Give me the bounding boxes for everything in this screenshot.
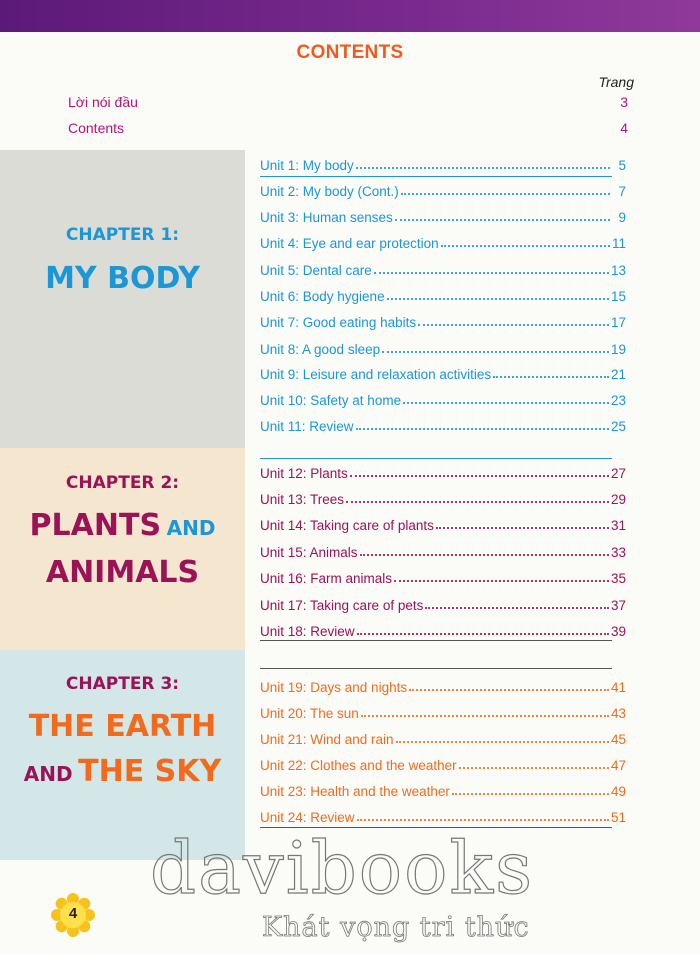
chapter-1-title: MY BODY [45, 261, 200, 296]
unit-title: Unit 1: My body [260, 158, 354, 173]
toc-entry[interactable] [260, 337, 626, 357]
toc-entry[interactable] [260, 487, 626, 507]
unit-title: Unit 5: Dental care [260, 263, 372, 278]
page-column-label: Trang [598, 74, 634, 90]
unit-title: Unit 17: Taking care of pets [260, 598, 424, 613]
toc-entry[interactable] [260, 619, 626, 639]
unit-page: 13 [610, 263, 626, 278]
toc-entry[interactable] [260, 593, 626, 613]
toc-entry[interactable] [260, 153, 626, 173]
unit-divider [260, 176, 612, 177]
chapter-2-label: CHAPTER 2: [65, 473, 180, 493]
dot-leader [409, 689, 609, 691]
page-number-badge [50, 892, 96, 938]
unit-page: 35 [610, 571, 626, 586]
chapter-3-title-word: THE SKY [78, 754, 222, 789]
toc-entry[interactable] [260, 414, 626, 434]
unit-title: Unit 20: The sun [260, 706, 359, 721]
front-matter-item[interactable] [68, 120, 628, 136]
chapter-3-title-connector: AND [23, 762, 73, 786]
unit-page: 17 [610, 315, 626, 330]
unit-title: Unit 2: My body (Cont.) [260, 184, 399, 199]
toc-entry[interactable] [260, 310, 626, 330]
chapter-divider [260, 458, 612, 459]
unit-page: 21 [610, 367, 626, 382]
toc-entry[interactable] [260, 805, 626, 825]
unit-title: Unit 7: Good eating habits [260, 315, 417, 330]
unit-page: 29 [610, 492, 626, 507]
unit-page: 45 [610, 732, 626, 747]
unit-title: Unit 18: Review [260, 624, 355, 639]
toc-entry[interactable] [260, 231, 626, 251]
front-matter-page: 3 [620, 94, 628, 110]
chapter-1-panel [0, 150, 245, 448]
unit-page: 51 [610, 810, 626, 825]
unit-page: 31 [610, 518, 626, 533]
chapter-3-title-line-1: THE EARTH [28, 709, 217, 744]
dot-leader [357, 633, 609, 635]
unit-page: 11 [611, 236, 626, 251]
dot-leader [360, 554, 609, 556]
front-matter-page: 4 [620, 120, 628, 136]
unit-page: 23 [610, 393, 626, 408]
page-number: 4 [68, 905, 78, 922]
dot-leader [418, 324, 609, 326]
dot-leader [361, 715, 609, 717]
unit-page: 15 [610, 289, 626, 304]
unit-title: Unit 8: A good sleep [260, 342, 381, 357]
dot-leader [382, 351, 609, 353]
toc-entry[interactable] [260, 388, 626, 408]
unit-page: 27 [610, 466, 626, 481]
page-title: CONTENTS [296, 42, 404, 63]
dot-leader [357, 819, 609, 821]
toc-entry[interactable] [260, 179, 626, 199]
toc-entry[interactable] [260, 284, 626, 304]
dot-leader [395, 219, 610, 221]
chapter-2-title-line-2: ANIMALS [45, 555, 200, 590]
toc-entry[interactable] [260, 205, 626, 225]
unit-title: Unit 3: Human senses [260, 210, 393, 225]
chapter-divider [260, 640, 612, 641]
dot-leader [425, 607, 609, 609]
toc-entry[interactable] [260, 675, 626, 695]
dot-leader [356, 428, 609, 430]
dot-leader [350, 475, 609, 477]
dot-leader [441, 245, 610, 247]
chapter-2-title-line-1 [0, 509, 245, 542]
toc-entry[interactable] [260, 779, 626, 799]
dot-leader [459, 767, 609, 769]
dot-leader [387, 298, 609, 300]
toc-entry[interactable] [260, 566, 626, 586]
unit-page: 39 [610, 624, 626, 639]
dot-leader [493, 376, 609, 378]
unit-title: Unit 9: Leisure and relaxation activities [260, 367, 492, 382]
unit-page: 41 [610, 680, 626, 695]
chapter-divider [260, 668, 612, 669]
unit-title: Unit 13: Trees [260, 492, 345, 507]
toc-entry[interactable] [260, 753, 626, 773]
dot-leader [356, 167, 610, 169]
unit-page: 19 [610, 342, 626, 357]
unit-page: 33 [610, 545, 626, 560]
dot-leader [401, 193, 610, 195]
unit-page: 37 [610, 598, 626, 613]
toc-entry[interactable] [260, 513, 626, 533]
dot-leader [452, 793, 609, 795]
unit-page: 9 [618, 210, 626, 225]
chapter-2-title-connector: AND [166, 516, 216, 540]
dot-leader [394, 580, 609, 582]
unit-page: 25 [610, 419, 626, 434]
unit-title: Unit 4: Eye and ear protection [260, 236, 439, 251]
chapter-1-label: CHAPTER 1: [65, 225, 180, 245]
unit-title: Unit 22: Clothes and the weather [260, 758, 457, 773]
toc-entry[interactable] [260, 701, 626, 721]
chapter-2-title-word: PLANTS [29, 508, 162, 543]
watermark-logo: davibooks [150, 826, 535, 910]
toc-entry[interactable] [260, 362, 626, 382]
unit-title: Unit 10: Safety at home [260, 393, 402, 408]
unit-title: Unit 16: Farm animals [260, 571, 393, 586]
unit-title: Unit 19: Days and nights [260, 680, 408, 695]
top-color-bar [0, 0, 700, 32]
unit-title: Unit 15: Animals [260, 545, 358, 560]
unit-title: Unit 14: Taking care of plants [260, 518, 434, 533]
dot-leader [396, 741, 609, 743]
dot-leader [403, 402, 609, 404]
toc-entry[interactable] [260, 540, 626, 560]
unit-title: Unit 21: Wind and rain [260, 732, 394, 747]
toc-entry[interactable] [260, 258, 626, 278]
chapter-3-label: CHAPTER 3: [65, 674, 180, 694]
unit-page: 43 [610, 706, 626, 721]
unit-title: Unit 23: Health and the weather [260, 784, 450, 799]
unit-page: 5 [618, 158, 626, 173]
unit-page: 7 [618, 184, 626, 199]
chapter-3-title-line-2 [0, 755, 245, 788]
unit-page: 49 [610, 784, 626, 799]
toc-entry[interactable] [260, 461, 626, 481]
watermark-tagline: Khát vọng tri thức [262, 912, 530, 943]
toc-entry[interactable] [260, 727, 626, 747]
unit-title: Unit 11: Review [260, 419, 354, 434]
front-matter-label: Contents [68, 120, 125, 136]
unit-page: 47 [610, 758, 626, 773]
unit-title: Unit 24: Review [260, 810, 355, 825]
unit-title: Unit 6: Body hygiene [260, 289, 385, 304]
unit-title: Unit 12: Plants [260, 466, 348, 481]
dot-leader [374, 272, 609, 274]
dot-leader [346, 501, 609, 503]
front-matter-label: Lời nói đầu [68, 94, 138, 110]
front-matter-item[interactable] [68, 94, 628, 110]
dot-leader [436, 527, 609, 529]
